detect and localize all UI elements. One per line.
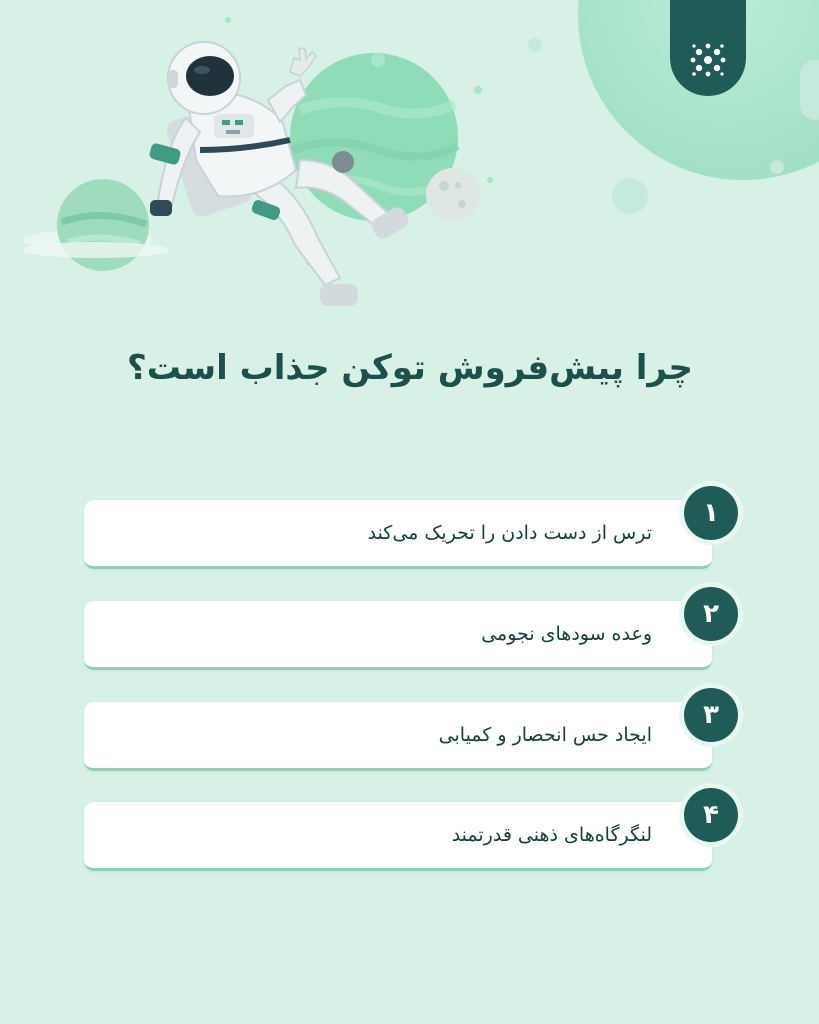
brand-logo-badge[interactable] xyxy=(670,0,746,96)
grey-moon xyxy=(426,168,480,222)
background-dot xyxy=(612,178,648,214)
list-item xyxy=(84,500,738,570)
item-number-badge: ۱ xyxy=(684,486,738,540)
astronaut-illustration xyxy=(0,0,560,330)
list-item xyxy=(84,702,738,772)
item-number-badge: ۴ xyxy=(684,788,738,842)
background-dot xyxy=(800,60,819,120)
network-dots-logo-icon xyxy=(686,38,730,82)
item-number-badge: ۳ xyxy=(684,688,738,742)
page-title: چرا پیش‌فروش توکن جذاب است؟ xyxy=(126,348,694,388)
item-text: ایجاد حس انحصار و کمیابی xyxy=(438,724,652,746)
item-text: لنگرگاه‌های ذهنی قدرتمند xyxy=(451,824,652,846)
item-number-badge: ۲ xyxy=(684,587,738,641)
item-text: ترس از دست دادن را تحریک می‌کند xyxy=(367,522,652,544)
list-item xyxy=(84,802,738,872)
background-dot xyxy=(770,160,784,174)
list-item xyxy=(84,601,738,671)
item-text: وعده سودهای نجومی xyxy=(481,623,652,645)
